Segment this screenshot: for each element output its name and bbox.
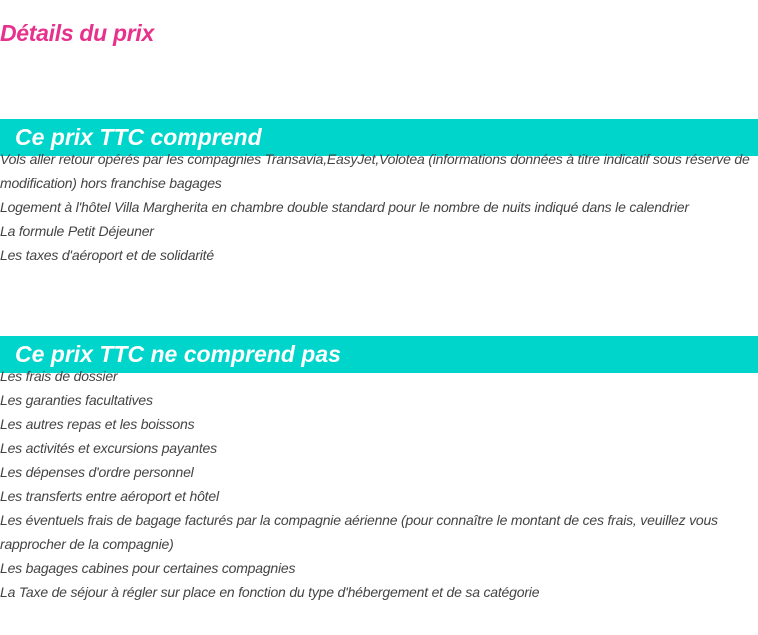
excludes-list — [0, 364, 752, 604]
list-item: La Taxe de séjour à régler sur place en fonction du type d'hébergement et de sa catégorie — [0, 584, 540, 600]
list-item: Les taxes d'aéroport et de solidarité — [0, 247, 214, 263]
list-item: Logement à l'hôtel Villa Margherita en chambre double standard pour le nombre de nuits indiqué dans le calendrier — [0, 199, 689, 215]
list-item: Vols aller retour opérés par les compagnies Transavia,EasyJet,Volotea (informations données à titre indicatif sous réserve de modification) hors franchise bagages — [0, 151, 750, 191]
list-item: Les frais de dossier — [0, 368, 118, 384]
includes-header: Ce prix TTC comprend — [0, 119, 758, 156]
excludes-header: Ce prix TTC ne comprend pas — [0, 336, 758, 373]
list-item: La formule Petit Déjeuner — [0, 223, 154, 239]
list-item: Les activités et excursions payantes — [0, 440, 217, 456]
list-item: Les bagages cabines pour certaines compagnies — [0, 560, 296, 576]
page-title: Détails du prix — [0, 20, 154, 46]
list-item: Les transferts entre aéroport et hôtel — [0, 488, 219, 504]
list-item: Les autres repas et les boissons — [0, 416, 195, 432]
list-item: Les dépenses d'ordre personnel — [0, 464, 194, 480]
includes-list — [0, 147, 752, 267]
list-item: Les garanties facultatives — [0, 392, 153, 408]
list-item: Les éventuels frais de bagage facturés par la compagnie aérienne (pour connaître le montant de ces frais, veuillez vous rapprocher de la compagnie) — [0, 512, 718, 552]
